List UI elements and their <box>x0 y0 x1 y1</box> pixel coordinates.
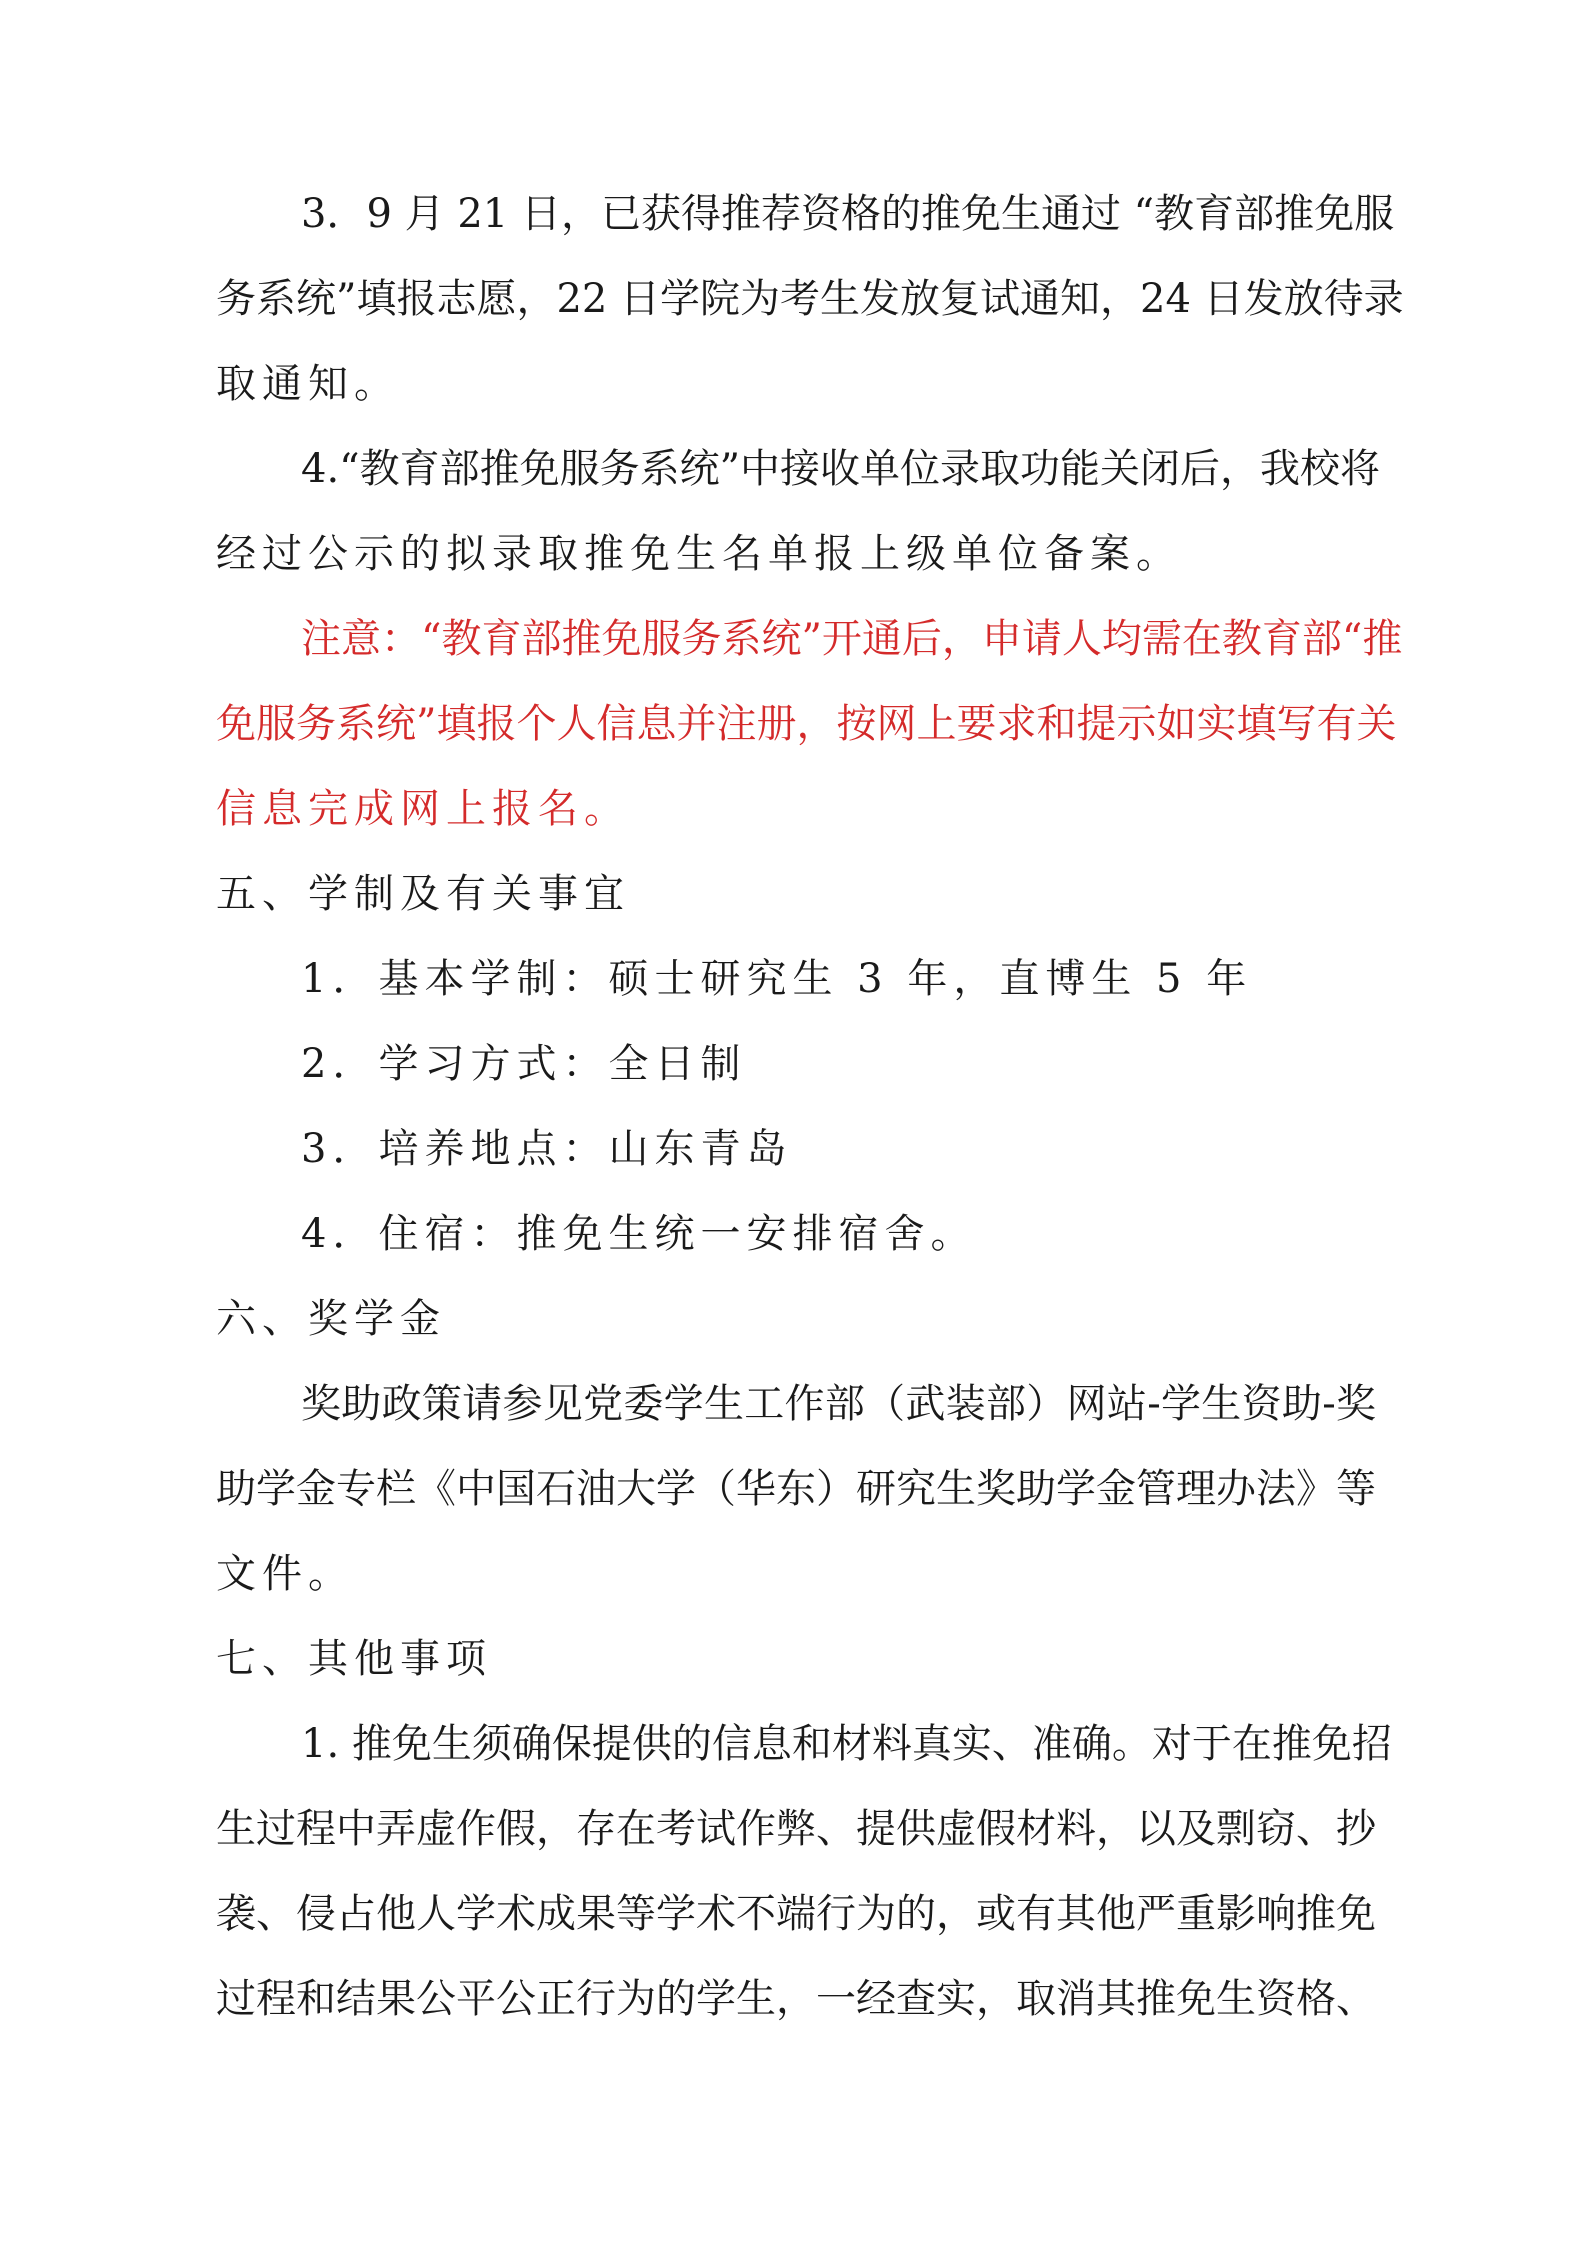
paragraph-line: 生过程中弄虚作假，存在考试作弊、提供虚假材料，以及剽窃、抄 <box>216 1806 1376 1852</box>
paragraph-line: 文件。 <box>216 1551 354 1597</box>
list-item: 3．培养地点：山东青岛 <box>301 1126 793 1172</box>
list-item: 2．学习方式：全日制 <box>301 1041 747 1087</box>
list-item: 1．基本学制：硕士研究生 3 年，直博生 5 年 <box>301 956 1253 1002</box>
paragraph-line: 3．9 月 21 日，已获得推荐资格的推免生通过 “教育部推免服 <box>301 191 1395 237</box>
section-heading: 六、奖学金 <box>216 1296 446 1342</box>
paragraph-line: 经过公示的拟录取推免生名单报上级单位备案。 <box>216 531 1182 577</box>
paragraph-line: 务系统”填报志愿，22 日学院为考生发放复试通知，24 日发放待录 <box>216 276 1404 322</box>
paragraph-line: 4.“教育部推免服务系统”中接收单位录取功能关闭后，我校将 <box>301 446 1381 492</box>
list-item: 4．住宿：推免生统一安排宿舍。 <box>301 1211 977 1257</box>
paragraph-line: 取通知。 <box>216 361 400 407</box>
paragraph-line: 奖助政策请参见党委学生工作部（武装部）网站-学生资助-奖 <box>301 1381 1376 1427</box>
paragraph-line: 助学金专栏《中国石油大学（华东）研究生奖助学金管理办法》等 <box>216 1466 1376 1512</box>
notice-line: 注意：“教育部推免服务系统”开通后，申请人均需在教育部“推 <box>301 616 1403 662</box>
paragraph-line: 过程和结果公平公正行为的学生，一经查实，取消其推免生资格、 <box>216 1976 1376 2022</box>
section-heading: 七、其他事项 <box>216 1636 492 1682</box>
paragraph-line: 袭、侵占他人学术成果等学术不端行为的，或有其他严重影响推免 <box>216 1891 1376 1937</box>
section-heading: 五、学制及有关事宜 <box>216 871 630 917</box>
notice-line: 免服务系统”填报个人信息并注册，按网上要求和提示如实填写有关 <box>216 701 1397 747</box>
paragraph-line: 1. 推免生须确保提供的信息和材料真实、准确。对于在推免招 <box>301 1721 1392 1767</box>
notice-line: 信息完成网上报名。 <box>216 786 630 832</box>
